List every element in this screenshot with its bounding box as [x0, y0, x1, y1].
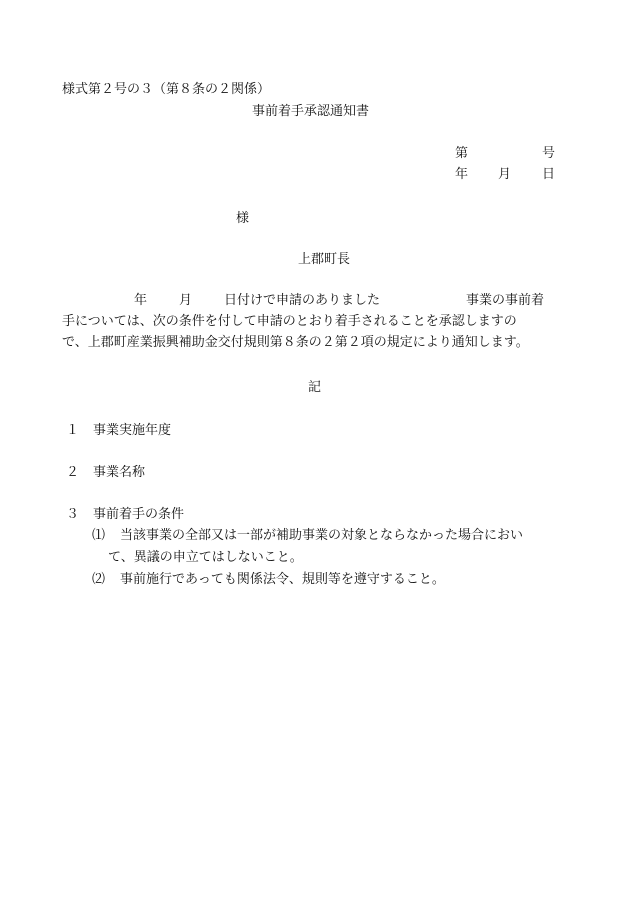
body-month: 月 [179, 293, 193, 308]
body-line-2: 手については、次の条件を付して申請のとおり着手されることを承認しますの [62, 314, 517, 329]
form-number: 様式第２号の３（第８条の２関係） [62, 82, 271, 97]
condition-1-number: ⑴ [92, 528, 106, 543]
ki-mark: 記 [308, 380, 322, 395]
condition-2-line-1: 事前施行であっても関係法令、規則等を遵守すること。 [120, 572, 445, 587]
body-line-3: で、上郡町産業振興補助金交付規則第８条の２第２項の規定により通知します。 [62, 335, 529, 350]
addressee-suffix: 様 [236, 211, 250, 226]
condition-1-line-1: 当該事業の全部又は一部が補助事業の対象とならなかった場合におい [120, 528, 524, 543]
item-3-label: 事前着手の条件 [93, 507, 185, 522]
issuer: 上郡町長 [298, 252, 351, 267]
date-month: 月 [498, 167, 512, 182]
date-day: 日 [542, 167, 556, 182]
doc-number-prefix: 第 [455, 146, 469, 161]
item-1-number: １ [66, 423, 80, 438]
body-year: 年 [134, 293, 148, 308]
item-2-number: ２ [66, 465, 80, 480]
body-project: 事業の事前着 [466, 293, 545, 308]
date-year: 年 [455, 167, 469, 182]
condition-2-number: ⑵ [92, 572, 106, 587]
item-2-label: 事業名称 [93, 465, 146, 480]
doc-number-suffix: 号 [542, 146, 556, 161]
body-day-text: 日付けで申請のありました [224, 293, 381, 308]
body-line-1 [62, 290, 582, 311]
item-1-label: 事業実施年度 [93, 423, 172, 438]
item-3-number: ３ [66, 507, 80, 522]
document-title: 事前着手承認通知書 [252, 104, 370, 119]
condition-1-line-2: て、異議の申立てはしないこと。 [108, 550, 303, 565]
body-paragraph [62, 290, 582, 353]
